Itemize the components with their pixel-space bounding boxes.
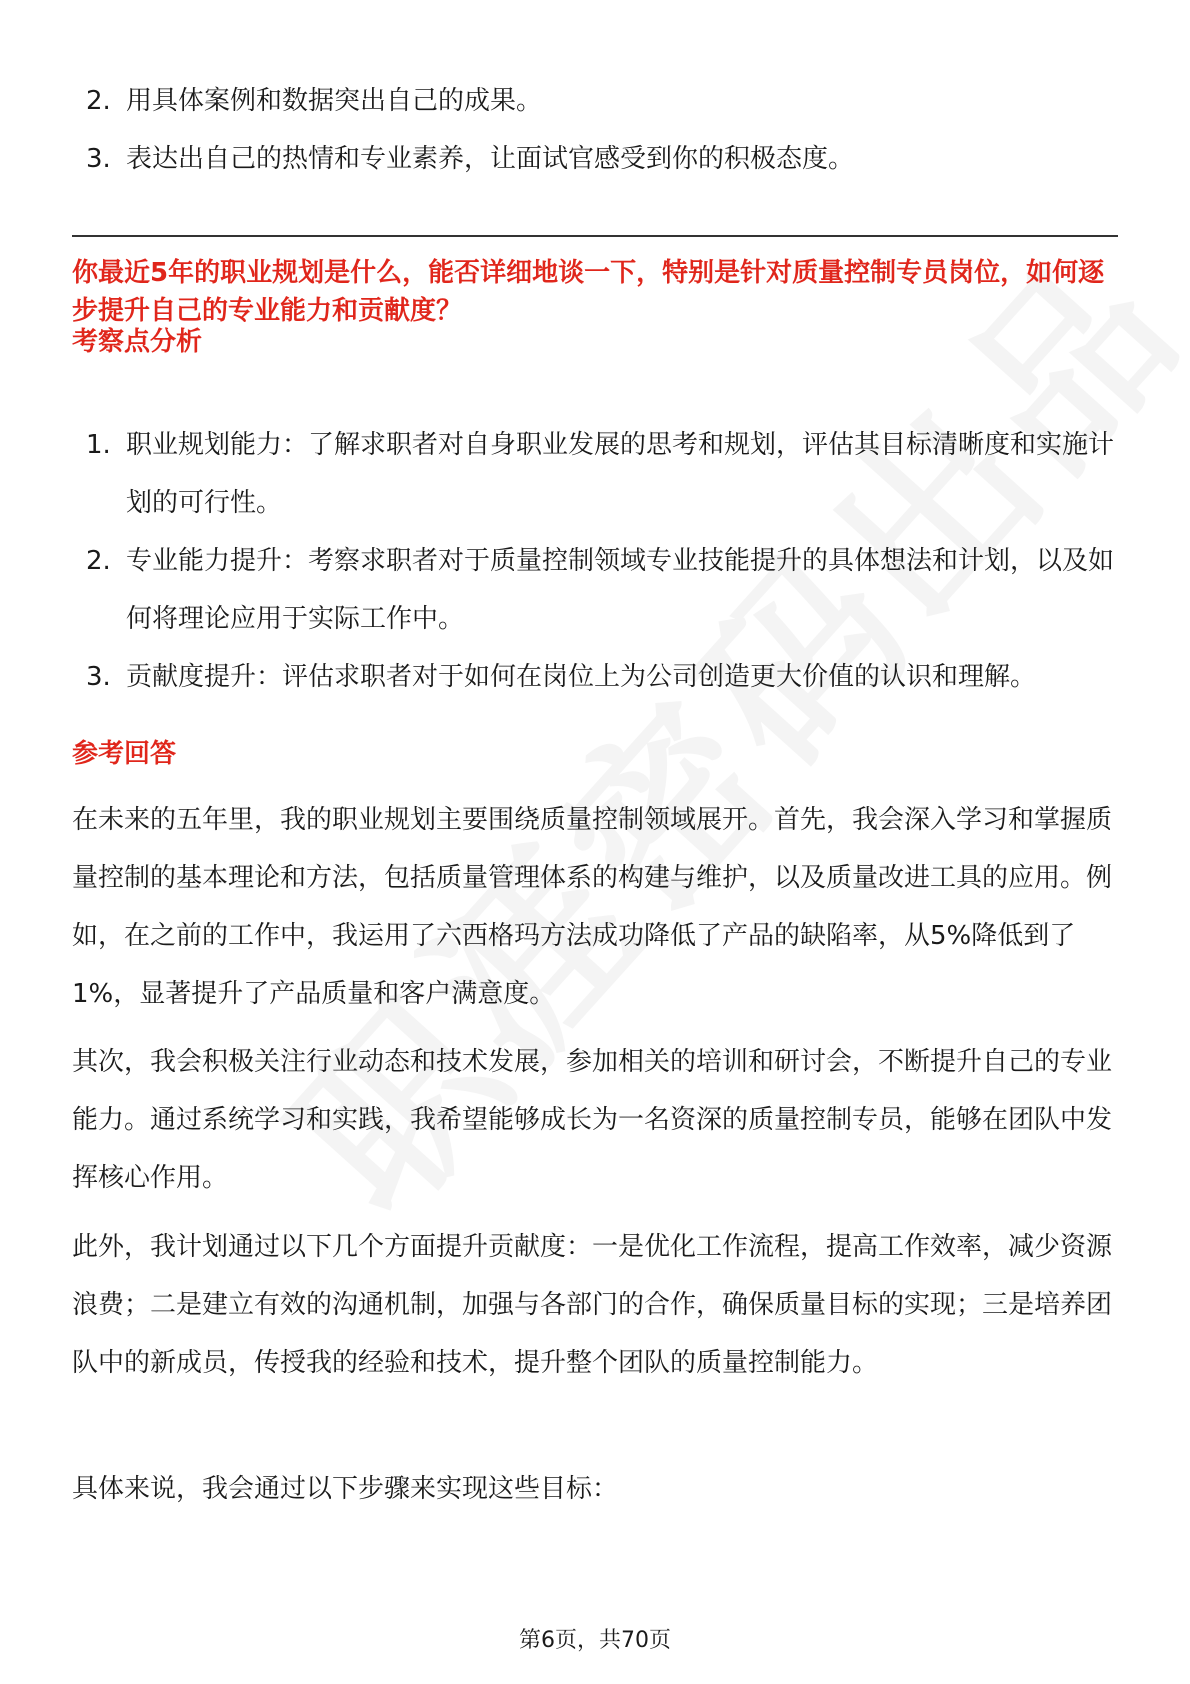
answer-paragraph: 具体来说，我会通过以下步骤来实现这些目标：	[72, 1474, 619, 1504]
list-item	[72, 532, 1118, 648]
question-heading: 你最近5年的职业规划是什么，能否详细地谈一下，特别是针对质量控制专员岗位，如何逐步提升自己的专业能力和贡献度？	[72, 258, 1105, 326]
analysis-list	[72, 416, 1118, 706]
list-number: 2.	[86, 546, 111, 576]
list-item-text: 用具体案例和数据突出自己的成果。	[126, 86, 543, 116]
answer-paragraph: 在未来的五年里，我的职业规划主要围绕质量控制领域展开。首先，我会深入学习和掌握质量控制的基本理论和方法，包括质量管理体系的构建与维护，以及质量改进工具的应用。例如，在之前的工作中，我运用了六西格玛方法成功降低了产品的缺陷率，从5%降低到了1%，显著提升了产品质量和客户满意度。	[72, 805, 1113, 1009]
page-footer: 第6页，共70页	[519, 1628, 671, 1653]
answer-heading: 参考回答	[72, 739, 177, 769]
list-number: 3.	[86, 662, 111, 692]
list-number: 2.	[86, 86, 111, 116]
section-divider	[72, 235, 1118, 237]
list-item	[72, 416, 1118, 532]
list-number: 3.	[86, 144, 111, 174]
analysis-heading: 考察点分析	[72, 327, 203, 357]
intro-list	[72, 72, 1118, 188]
list-item-text: 职业规划能力：了解求职者对自身职业发展的思考和规划，评估其目标清晰度和实施计划的可行性。	[126, 430, 1115, 518]
list-item	[72, 72, 1118, 130]
list-item-text: 贡献度提升：评估求职者对于如何在岗位上为公司创造更大价值的认识和理解。	[126, 662, 1037, 692]
answer-paragraph: 此外，我计划通过以下几个方面提升贡献度：一是优化工作流程，提高工作效率，减少资源浪费；二是建立有效的沟通机制，加强与各部门的合作，确保质量目标的实现；三是培养团队中的新成员，传授我的经验和技术，提升整个团队的质量控制能力。	[72, 1232, 1113, 1378]
list-item-text: 表达出自己的热情和专业素养，让面试官感受到你的积极态度。	[126, 144, 855, 174]
list-number: 1.	[86, 430, 111, 460]
list-item	[72, 130, 1118, 188]
list-item	[72, 648, 1118, 706]
answer-paragraph: 其次，我会积极关注行业动态和技术发展，参加相关的培训和研讨会，不断提升自己的专业能力。通过系统学习和实践，我希望能够成长为一名资深的质量控制专员，能够在团队中发挥核心作用。	[72, 1047, 1113, 1193]
list-item-text: 专业能力提升：考察求职者对于质量控制领域专业技能提升的具体想法和计划，以及如何将理论应用于实际工作中。	[126, 546, 1115, 634]
